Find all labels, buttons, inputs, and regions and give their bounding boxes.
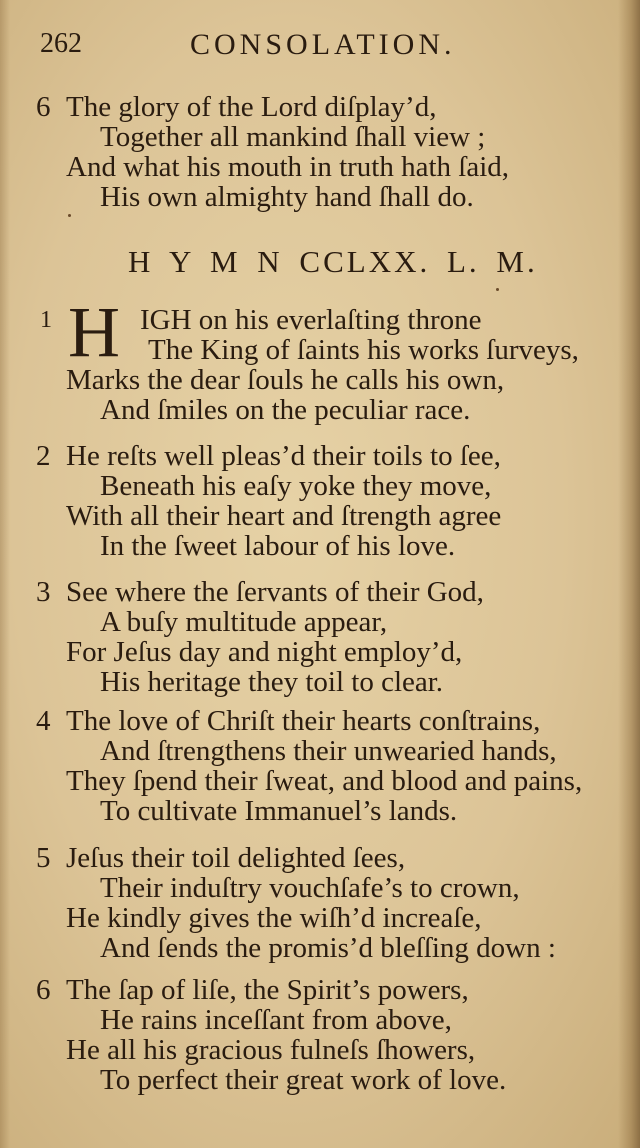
stanza-number: 3 bbox=[36, 576, 51, 608]
page-number: 262 bbox=[40, 28, 82, 59]
verse-line: Their induſtry vouchſafe’s to crown, bbox=[100, 872, 520, 904]
verse-line: Together all mankind ſhall view ; bbox=[100, 121, 486, 153]
stanza-number: 6 bbox=[36, 91, 51, 123]
verse-line: He all his gracious fulneſs ſhowers, bbox=[66, 1034, 476, 1066]
verse-line: Beneath his eaſy yoke they move, bbox=[100, 470, 492, 502]
verse-line: The ſap of liſe, the Spirit’s powers, bbox=[66, 974, 469, 1006]
running-head bbox=[40, 28, 480, 68]
hymn-title: H Y M N CCLXX. L. M. bbox=[128, 244, 538, 279]
stanza-1 bbox=[36, 292, 596, 426]
ink-speck bbox=[496, 288, 499, 291]
verse-line: With all their heart and ſtrength agree bbox=[66, 500, 502, 532]
verse-line: And ſends the promis’d bleſſing down : bbox=[100, 932, 556, 964]
verse-line: His own almighty hand ſhall do. bbox=[100, 181, 474, 213]
stanza-number: 4 bbox=[36, 705, 51, 737]
ink-speck bbox=[68, 214, 71, 217]
verse-line: To cultivate Immanuel’s lands. bbox=[100, 795, 458, 827]
stanza-number: 2 bbox=[36, 440, 51, 472]
top-stanza bbox=[36, 92, 596, 212]
verse-line: In the ſweet labour of his love. bbox=[100, 530, 456, 562]
verse-line: The King of ſaints his works ſurveys, bbox=[148, 334, 579, 366]
verse-line: His heritage they toil to clear. bbox=[100, 666, 444, 698]
stanza-4 bbox=[36, 706, 596, 826]
verse-line: For Jeſus day and night employ’d, bbox=[66, 636, 463, 668]
stanza-number: 6 bbox=[36, 974, 51, 1006]
verse-line: The glory of the Lord diſplay’d, bbox=[66, 91, 437, 123]
stanza-5 bbox=[36, 843, 596, 963]
page-right-shadow bbox=[618, 0, 640, 1148]
stanza-2 bbox=[36, 441, 596, 561]
verse-line: He kindly gives the wiſh’d increaſe, bbox=[66, 902, 482, 934]
verse-line: Marks the dear ſouls he calls his own, bbox=[66, 364, 505, 396]
stanza-number: 1 bbox=[40, 307, 52, 333]
stanza-6 bbox=[36, 975, 596, 1095]
drop-cap: H bbox=[68, 292, 120, 372]
verse-line: And ſtrengthens their unwearied hands, bbox=[100, 735, 557, 767]
verse-line: A buſy multitude appear, bbox=[100, 606, 388, 638]
verse-line: He reſts well pleas’d their toils to ſee, bbox=[66, 440, 501, 472]
verse-line: They ſpend their ſweat, and blood and pains, bbox=[66, 765, 583, 797]
verse-line: And what his mouth in truth hath ſaid, bbox=[66, 151, 510, 183]
verse-line: See where the ſervants of their God, bbox=[66, 576, 484, 608]
verse-line: IGH on his everlaſting throne bbox=[140, 304, 482, 336]
verse-line: To perfect their great work of love. bbox=[100, 1064, 507, 1096]
verse-line: Jeſus their toil delighted ſees, bbox=[66, 842, 406, 874]
stanza-number: 5 bbox=[36, 842, 51, 874]
verse-line: And ſmiles on the peculiar race. bbox=[100, 394, 471, 426]
verse-line: He rains inceſſant from above, bbox=[100, 1004, 452, 1036]
running-title: CONSOLATION. bbox=[190, 28, 456, 61]
verse-line: The love of Chriſt their hearts conſtrains, bbox=[66, 705, 541, 737]
page-left-shadow bbox=[0, 0, 10, 1148]
stanza-3 bbox=[36, 577, 596, 697]
